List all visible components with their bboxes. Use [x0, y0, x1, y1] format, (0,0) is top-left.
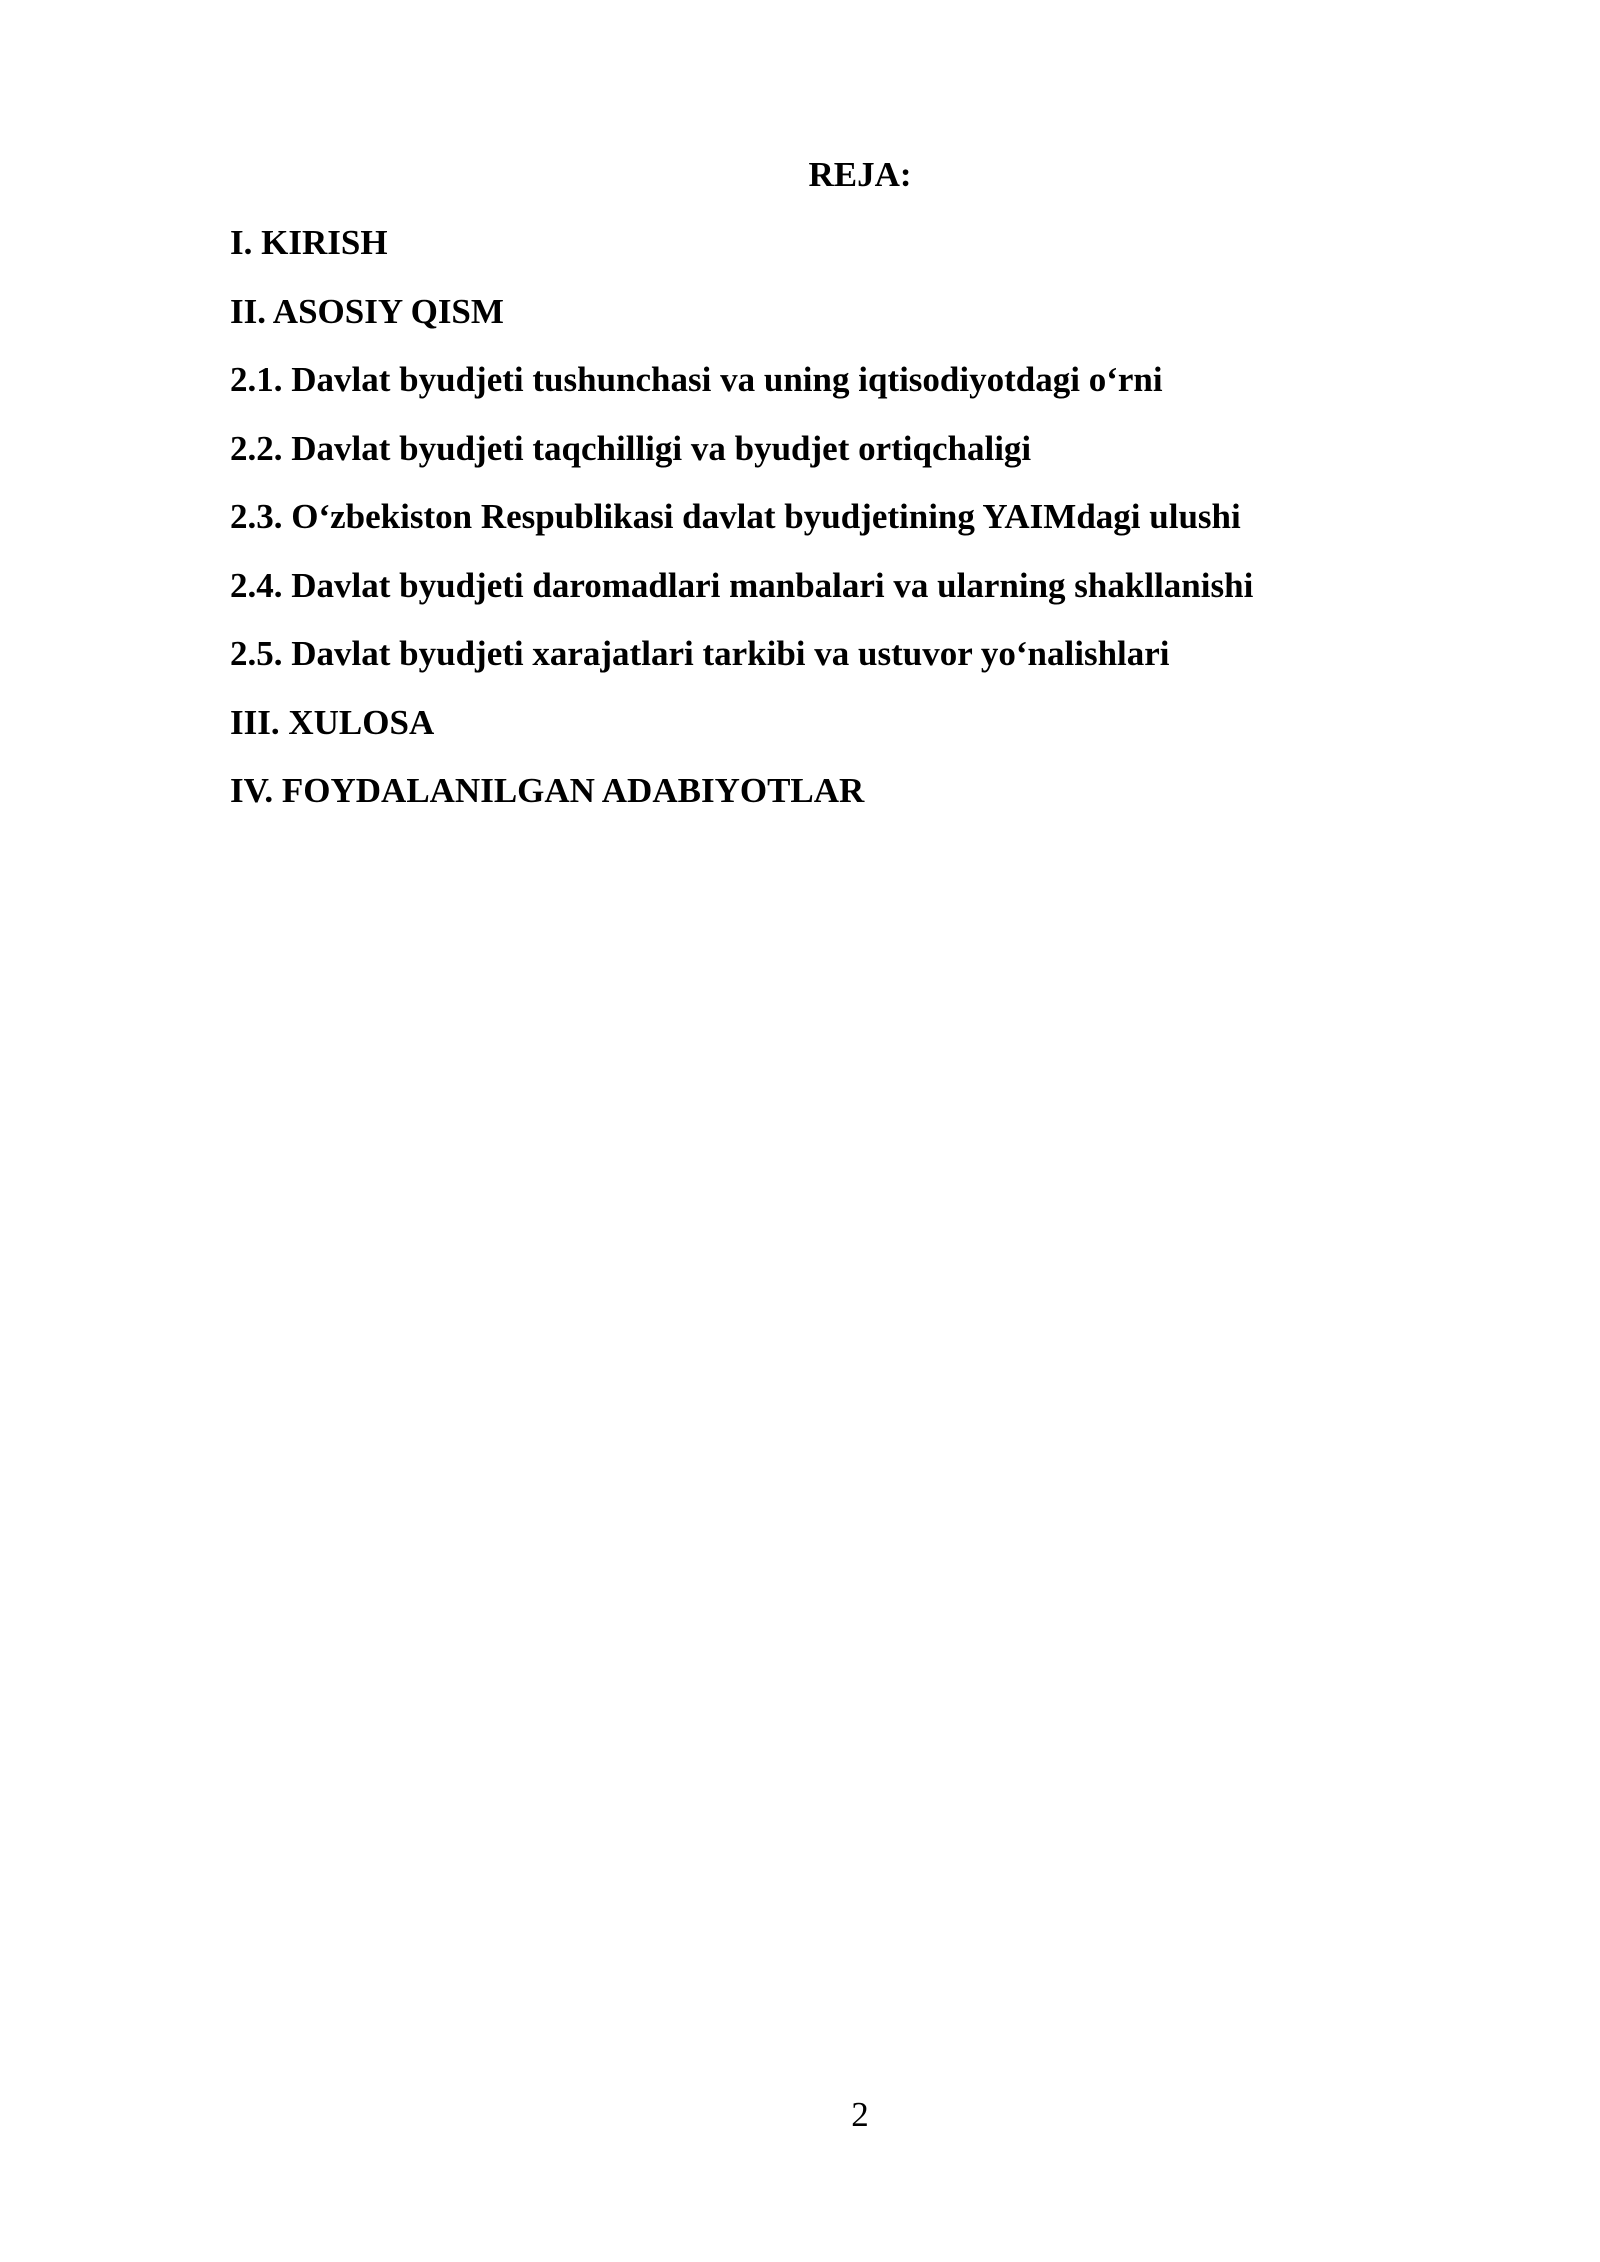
- toc-item-conclusion: III. XULOSA: [230, 702, 435, 742]
- toc-item-2-4: 2.4. Davlat byudjeti daromadlari manbalari va ularning shakllanishi: [230, 565, 1254, 605]
- page-number: 2: [851, 2095, 869, 2134]
- toc-item-references: IV. FOYDALANILGAN ADABIYOTLAR: [230, 771, 865, 810]
- page-title: REJA:: [808, 155, 912, 194]
- table-of-contents: [230, 218, 1253, 835]
- toc-item-2-5: 2.5. Davlat byudjeti xarajatlari tarkibi va ustuvor yo‘nalishlari: [230, 634, 1170, 673]
- toc-item-main-part: II. ASOSIY QISM: [230, 291, 504, 331]
- toc-item-2-2: 2.2. Davlat byudjeti taqchilligi va byudjet ortiqchaligi: [230, 428, 1032, 468]
- toc-item-introduction: I. KIRISH: [230, 223, 388, 262]
- toc-item-2-3: 2.3. O‘zbekiston Respublikasi davlat byudjetining YAIMdagi ulushi: [230, 497, 1241, 536]
- toc-item-2-1: 2.1. Davlat byudjeti tushunchasi va uning iqtisodiyotdagi o‘rni: [230, 360, 1163, 399]
